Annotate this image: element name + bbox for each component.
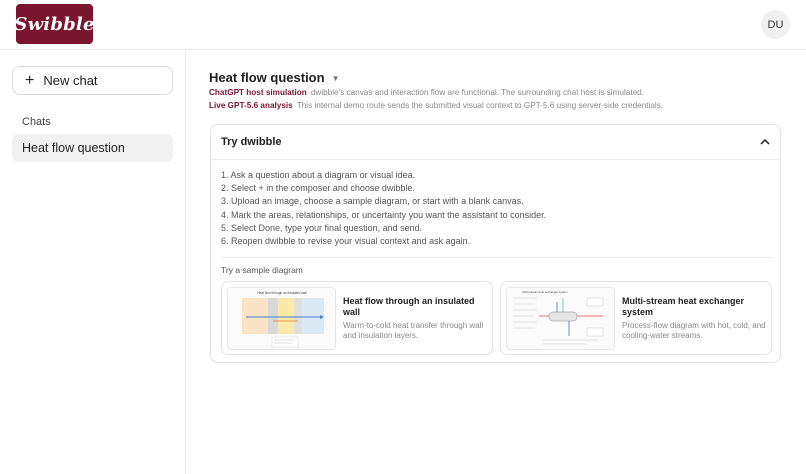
avatar[interactable]: DU	[761, 10, 790, 39]
plus-icon: +	[25, 71, 35, 89]
card-title: Try dwibble	[221, 136, 282, 148]
instruction-step: 2. Select + in the composer and choose dwibble.	[221, 183, 415, 194]
instruction-list	[221, 169, 546, 248]
note-label: ChatGPT host simulation	[209, 88, 307, 97]
instruction-step: 1. Ask a question about a diagram or visual idea.	[221, 170, 416, 180]
conversation-title-row[interactable]	[209, 70, 339, 85]
note-text: This internal demo route sends the submitted visual context to GPT-5.6 using server-side credentials.	[296, 101, 664, 110]
top-bar	[0, 0, 806, 50]
chat-item-label: Heat flow question	[22, 141, 125, 155]
divider	[221, 257, 772, 258]
new-chat-label: New chat	[43, 73, 98, 88]
chevron-up-icon[interactable]	[760, 137, 770, 148]
thumb-caption: Multi-stream heat exchanger system	[522, 290, 568, 294]
sidebar	[0, 50, 186, 474]
sample-thumbnail	[506, 287, 615, 350]
logo[interactable]: Swibble	[16, 4, 93, 44]
instruction-step: 6. Reopen dwibble to revise your visual context and ask again.	[221, 236, 471, 247]
note-text: dwibble's canvas and interaction flow are functional. The surrounding chat host is simulated.	[310, 88, 645, 97]
sample-thumbnail	[227, 287, 336, 350]
page-title: Heat flow question	[209, 70, 325, 85]
sample-heat-flow-wall[interactable]	[221, 281, 493, 355]
card-header[interactable]	[211, 125, 780, 160]
instruction-step: 4. Mark the areas, relationships, or uncertainty you want the assistant to consider.	[221, 209, 547, 220]
sidebar-item-heat-flow-question[interactable]	[12, 134, 173, 162]
instruction-step: 5. Select Done, type your final question, and send.	[221, 222, 423, 233]
sample-heat-exchanger[interactable]	[500, 281, 772, 355]
note-label: Live GPT-5.6 analysis	[209, 101, 293, 110]
instruction-step: 3. Upload an image, choose a sample diagram, or start with a blank canvas.	[221, 196, 524, 207]
sample-title: Multi-stream heat exchanger system	[622, 296, 745, 317]
chats-heading: Chats	[22, 116, 51, 128]
host-simulation-note	[209, 88, 644, 97]
thumb-caption: Heat flow through an insulated wall	[257, 291, 307, 295]
sample-description: Process-flow diagram with hot, cold, and cooling-water streams.	[622, 321, 766, 340]
sample-title: Heat flow through an insulated wall	[343, 296, 475, 317]
sample-description: Warm-to-cold heat transfer through wall and insulation layers.	[343, 321, 484, 340]
main-content	[186, 50, 806, 474]
new-chat-button[interactable]	[12, 66, 173, 95]
samples-heading: Try a sample diagram	[221, 265, 303, 275]
try-dwibble-card	[210, 124, 781, 363]
live-analysis-note	[209, 101, 663, 110]
chevron-down-icon[interactable]: ▼	[331, 74, 340, 83]
